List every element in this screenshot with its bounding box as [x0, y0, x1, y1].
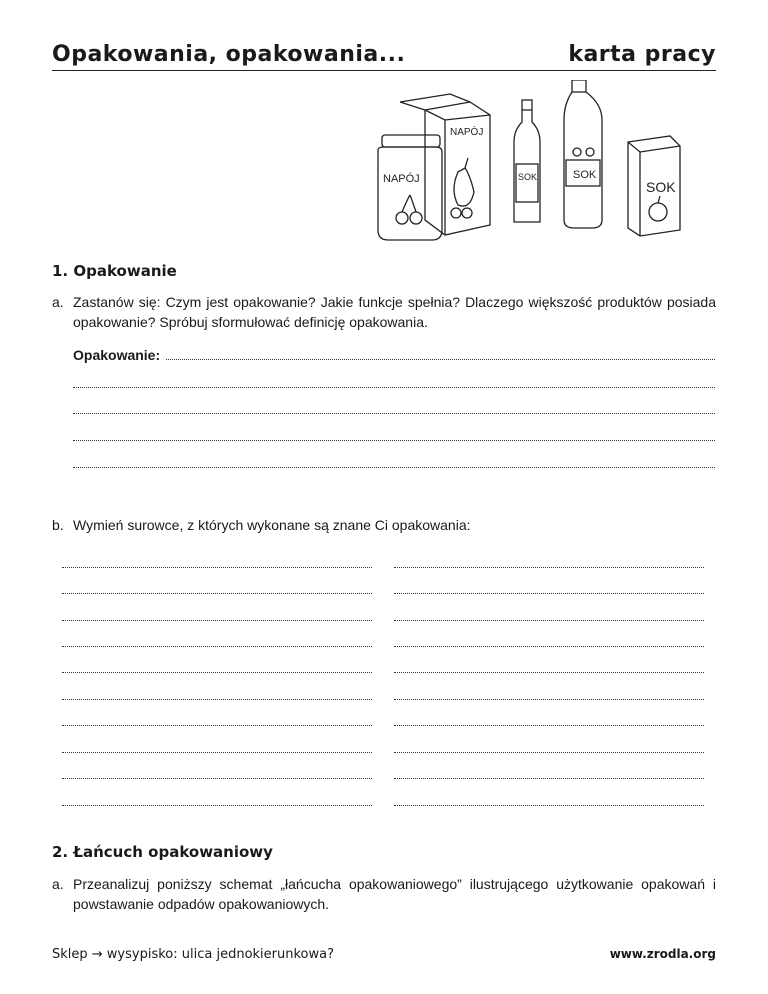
definition-answer-line[interactable]	[73, 466, 715, 468]
task-a-letter: a.	[52, 294, 64, 310]
section-2-title: 2. Łańcuch opakowaniowy	[52, 843, 273, 861]
large-bottle-label: SOK	[573, 169, 597, 181]
worksheet-title: Opakowania, opakowania...	[52, 42, 406, 67]
materials-answer-line[interactable]	[62, 698, 372, 700]
small-bottle-drawing	[514, 100, 540, 222]
packaging-illustration	[370, 80, 690, 255]
materials-answer-line[interactable]	[62, 751, 372, 753]
materials-answer-line[interactable]	[394, 671, 704, 673]
definition-answer-line[interactable]	[73, 386, 715, 388]
task-a-letter: a.	[52, 876, 64, 892]
materials-answer-line[interactable]	[62, 619, 372, 621]
juice-box-drawing	[628, 136, 680, 236]
materials-answer-line[interactable]	[394, 566, 704, 568]
worksheet-type: karta pracy	[568, 42, 716, 67]
small-bottle-label: SOK	[518, 172, 538, 182]
task-b-letter: b.	[52, 517, 64, 533]
definition-answer-line[interactable]	[73, 412, 715, 414]
materials-answer-line[interactable]	[394, 592, 704, 594]
definition-answer-line[interactable]	[166, 358, 715, 360]
materials-answer-line[interactable]	[62, 804, 372, 806]
carton-label: NAPÓJ	[450, 127, 484, 138]
materials-answer-line[interactable]	[62, 645, 372, 647]
definition-answer-line[interactable]	[73, 439, 715, 441]
footer-website[interactable]: www.zrodla.org	[609, 947, 716, 961]
materials-answer-line[interactable]	[62, 592, 372, 594]
juice-box-label: SOK	[646, 179, 676, 195]
materials-answer-line[interactable]	[62, 724, 372, 726]
task-a-text: Zastanów się: Czym jest opakowanie? Jakie funkcje spełnia? Dlaczego większość produktów posiada opakowanie? Spróbuj sformułować definicję opakowania.	[73, 294, 716, 330]
materials-answer-line[interactable]	[394, 645, 704, 647]
jar-label: NAPÓJ	[383, 173, 420, 185]
task-b-text: Wymień surowce, z których wykonane są znane Ci opakowania:	[73, 517, 471, 533]
footer-topic: Sklep → wysypisko: ulica jednokierunkowa?	[52, 947, 335, 962]
jar-drawing	[378, 135, 442, 240]
definition-label: Opakowanie:	[73, 347, 161, 363]
section-1-task-a	[52, 292, 716, 332]
materials-answer-line[interactable]	[394, 698, 704, 700]
materials-answer-line[interactable]	[394, 804, 704, 806]
section-2-task-a	[52, 874, 716, 914]
materials-answer-line[interactable]	[394, 777, 704, 779]
juice-carton-drawing	[400, 94, 490, 235]
page-header	[52, 40, 716, 71]
materials-answer-line[interactable]	[62, 777, 372, 779]
materials-answer-line[interactable]	[394, 751, 704, 753]
section-1-task-b	[52, 515, 716, 535]
task-a-text: Przeanalizuj poniższy schemat „łańcucha opakowaniowego” ilustrującego użytkowanie opakowań i powstawanie odpadów opakowaniowych.	[73, 876, 716, 912]
materials-answer-line[interactable]	[62, 566, 372, 568]
materials-answer-line[interactable]	[394, 619, 704, 621]
materials-answer-line[interactable]	[62, 671, 372, 673]
materials-answer-line[interactable]	[394, 724, 704, 726]
section-1-title: 1. Opakowanie	[52, 262, 177, 280]
large-bottle-drawing	[564, 80, 602, 228]
